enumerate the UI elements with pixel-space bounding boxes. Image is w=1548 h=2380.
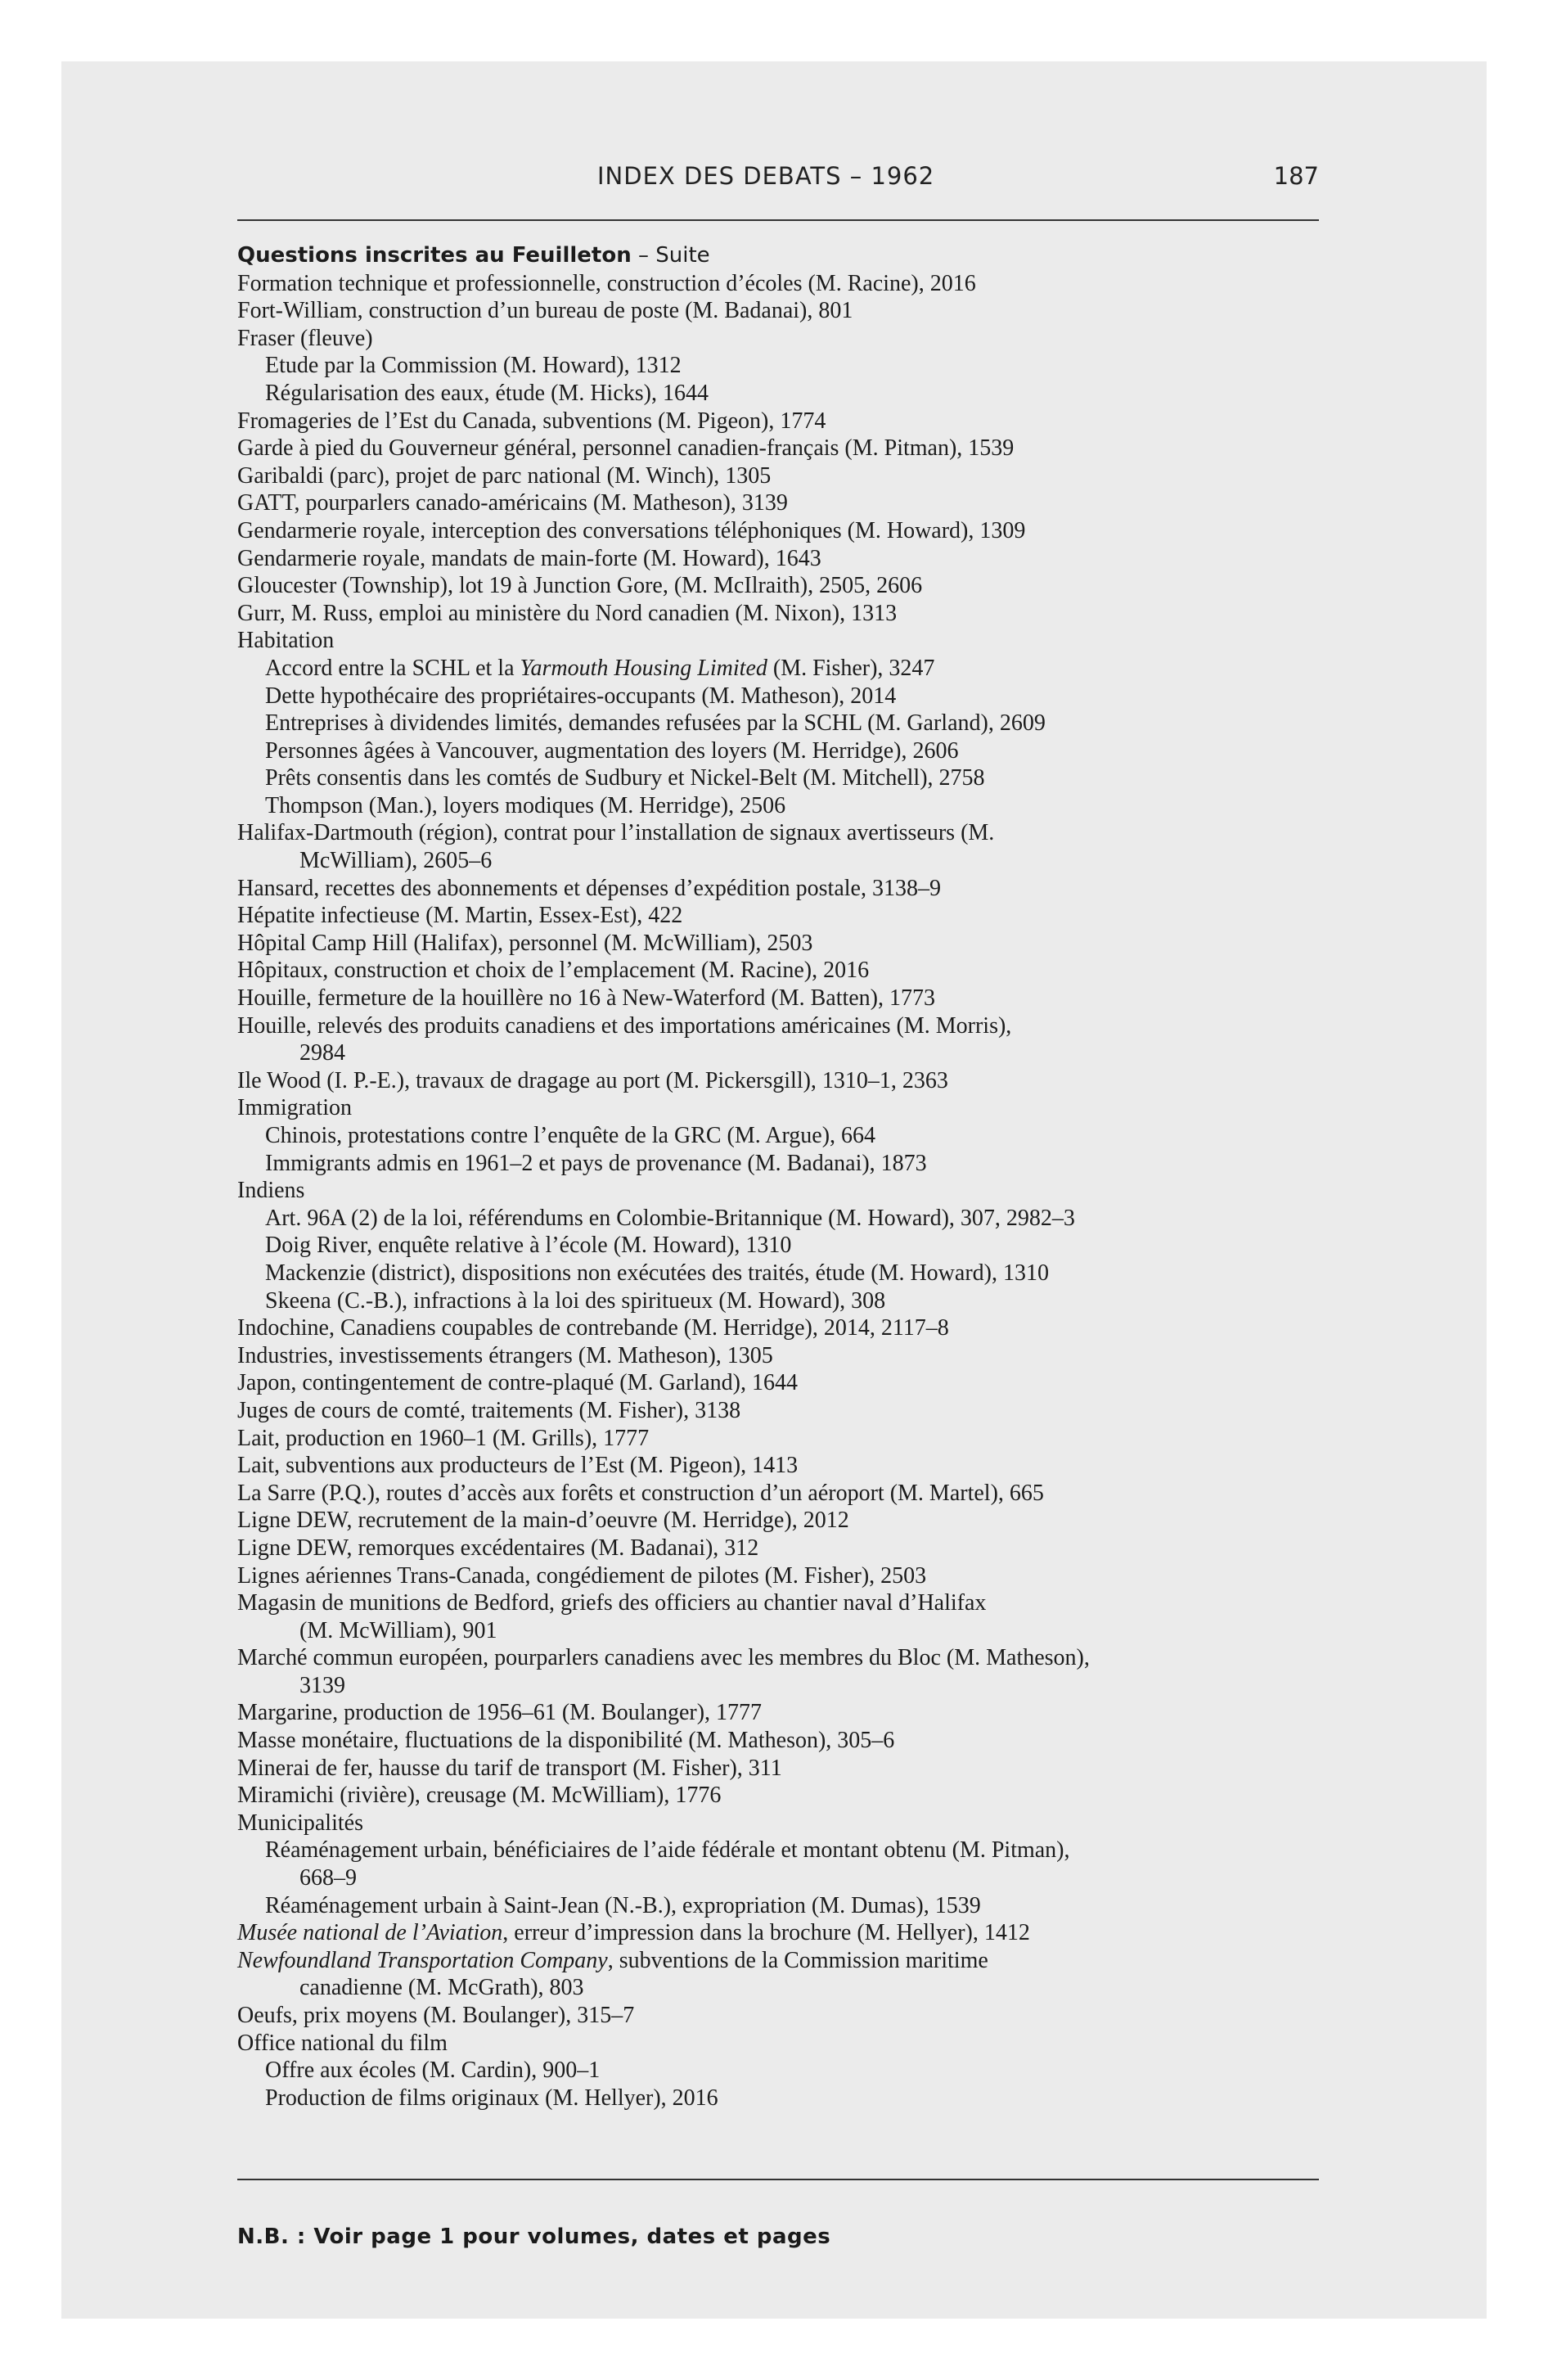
section-title: Questions inscrites au Feuilleton <box>237 243 632 268</box>
entry-text: (M. Fisher), 3247 <box>767 655 935 681</box>
index-entries <box>237 242 1334 2112</box>
section-suffix: – Suite <box>631 243 710 268</box>
index-entry: Halifax-Dartmouth (région), contrat pour l’installation de signaux avertisseurs (M. <box>237 820 995 846</box>
index-entry: Lait, subventions aux producteurs de l’Est (M. Pigeon), 1413 <box>237 1453 799 1479</box>
entry-italic-title: Newfoundland Transportation Company <box>237 1947 608 1973</box>
index-entry: Fort-William, construction d’un bureau de poste (M. Badanai), 801 <box>237 298 853 324</box>
index-entry-continuation: (M. McWilliam), 901 <box>299 1617 497 1643</box>
entry-italic-title: Musée national de l’Aviation <box>237 1920 503 1946</box>
index-subentry: Personnes âgées à Vancouver, augmentation des loyers (M. Herridge), 2606 <box>265 737 959 764</box>
index-subentry: Production de films originaux (M. Hellyer), 2016 <box>265 2085 718 2111</box>
entry-text: Accord entre la SCHL et la <box>265 655 520 681</box>
index-entry: Gendarmerie royale, mandats de main-forte (M. Howard), 1643 <box>237 545 821 571</box>
index-entry: Indiens <box>237 1178 305 1204</box>
index-subentry: Régularisation des eaux, étude (M. Hicks), 1644 <box>265 380 709 406</box>
index-entry: Fromageries de l’Est du Canada, subventions (M. Pigeon), 1774 <box>237 408 826 434</box>
index-entry-continuation: 2984 <box>299 1040 345 1066</box>
index-entry: Hôpital Camp Hill (Halifax), personnel (M. McWilliam), 2503 <box>237 930 813 956</box>
index-entry: Gendarmerie royale, interception des conversations téléphoniques (M. Howard), 1309 <box>237 517 1026 543</box>
index-subentry: Doig River, enquête relative à l’école (M. Howard), 1310 <box>265 1233 792 1259</box>
index-entry: Formation technique et professionnelle, construction d’écoles (M. Racine), 2016 <box>237 270 976 296</box>
index-subentry: Art. 96A (2) de la loi, référendums en Colombie-Britannique (M. Howard), 307, 2982–3 <box>265 1205 1075 1231</box>
index-entry: Hôpitaux, construction et choix de l’emplacement (M. Racine), 2016 <box>237 958 870 984</box>
footer-rule <box>237 2179 1319 2180</box>
index-entry: Municipalités <box>237 1810 363 1836</box>
index-entry <box>237 1919 1334 1947</box>
page-number: 187 <box>1273 162 1319 190</box>
entry-text: , erreur d’impression dans la brochure (M. Hellyer), 1412 <box>502 1920 1030 1946</box>
index-entry: Juges de cours de comté, traitements (M. Fisher), 3138 <box>237 1397 741 1423</box>
footnote: N.B. : Voir page 1 pour volumes, dates et pages <box>237 2224 831 2249</box>
index-entry: Gloucester (Township), lot 19 à Junction Gore, (M. McIlraith), 2505, 2606 <box>237 573 923 599</box>
index-entry: La Sarre (P.Q.), routes d’accès aux forêts et construction d’un aéroport (M. Martel), 665 <box>237 1480 1044 1506</box>
index-subentry: Mackenzie (district), dispositions non exécutées des traités, étude (M. Howard), 1310 <box>265 1260 1049 1286</box>
index-entry: Fraser (fleuve) <box>237 325 373 351</box>
index-subentry: Réaménagement urbain à Saint-Jean (N.-B.), expropriation (M. Dumas), 1539 <box>265 1892 981 1918</box>
index-subentry: Thompson (Man.), loyers modiques (M. Herridge), 2506 <box>265 792 786 818</box>
index-entry <box>237 1947 1334 1975</box>
index-entry: Oeufs, prix moyens (M. Boulanger), 315–7 <box>237 2003 635 2028</box>
index-subentry: Entreprises à dividendes limités, demandes refusées par la SCHL (M. Garland), 2609 <box>265 710 1046 737</box>
running-header <box>237 162 1319 203</box>
index-entry: Immigration <box>237 1095 352 1121</box>
index-subentry: Immigrants admis en 1961–2 et pays de provenance (M. Badanai), 1873 <box>265 1150 927 1176</box>
index-entry: Hansard, recettes des abonnements et dépenses d’expédition postale, 3138–9 <box>237 875 941 901</box>
index-entry: Miramichi (rivière), creusage (M. McWilliam), 1776 <box>237 1783 722 1809</box>
index-subentry: Etude par la Commission (M. Howard), 1312 <box>265 353 682 379</box>
index-subentry <box>237 655 1334 683</box>
index-entry-continuation: canadienne (M. McGrath), 803 <box>299 1975 584 2001</box>
section-heading <box>237 242 1334 270</box>
index-entry: Gurr, M. Russ, emploi au ministère du Nord canadien (M. Nixon), 1313 <box>237 600 898 626</box>
index-entry-continuation: 3139 <box>299 1672 345 1698</box>
index-subentry: Dette hypothécaire des propriétaires-occupants (M. Matheson), 2014 <box>265 683 897 709</box>
index-subentry: Chinois, protestations contre l’enquête de la GRC (M. Argue), 664 <box>265 1123 876 1148</box>
index-entry: Lignes aériennes Trans-Canada, congédiement de pilotes (M. Fisher), 2503 <box>237 1562 927 1589</box>
index-subentry: Prêts consentis dans les comtés de Sudbury et Nickel-Belt (M. Mitchell), 2758 <box>265 765 985 791</box>
index-entry-continuation: 668–9 <box>299 1865 357 1891</box>
index-entry: Ligne DEW, recrutement de la main-d’oeuvre (M. Herridge), 2012 <box>237 1508 849 1534</box>
index-entry: Marché commun européen, pourparlers canadiens avec les membres du Bloc (M. Matheson), <box>237 1645 1090 1671</box>
index-entry: Garde à pied du Gouverneur général, personnel canadien-français (M. Pitman), 1539 <box>237 435 1015 462</box>
index-subentry: Offre aux écoles (M. Cardin), 900–1 <box>265 2058 601 2084</box>
index-entry: Ligne DEW, remorques excédentaires (M. Badanai), 312 <box>237 1535 759 1561</box>
index-entry-continuation: McWilliam), 2605–6 <box>299 848 493 874</box>
index-entry: Japon, contingentement de contre-plaqué (M. Garland), 1644 <box>237 1370 799 1396</box>
index-entry: Houille, relevés des produits canadiens et des importations américaines (M. Morris), <box>237 1012 1012 1039</box>
index-entry: Indochine, Canadiens coupables de contrebande (M. Herridge), 2014, 2117–8 <box>237 1315 949 1341</box>
index-entry: GATT, pourparlers canado-américains (M. Matheson), 3139 <box>237 490 788 516</box>
header-title: INDEX DES DEBATS – 1962 <box>597 162 935 190</box>
index-entry: Industries, investissements étrangers (M. Matheson), 1305 <box>237 1342 773 1368</box>
index-entry: Habitation <box>237 628 335 654</box>
index-entry: Garibaldi (parc), projet de parc national (M. Winch), 1305 <box>237 462 772 489</box>
index-entry: Office national du film <box>237 2030 448 2056</box>
index-entry: Lait, production en 1960–1 (M. Grills), 1777 <box>237 1425 650 1451</box>
header-rule <box>237 219 1319 221</box>
index-entry: Minerai de fer, hausse du tarif de transport (M. Fisher), 311 <box>237 1755 782 1781</box>
index-entry: Ile Wood (I. P.-E.), travaux de dragage au port (M. Pickersgill), 1310–1, 2363 <box>237 1067 948 1093</box>
entry-text: , subventions de la Commission maritime <box>607 1947 988 1973</box>
index-entry: Magasin de munitions de Bedford, griefs des officiers au chantier naval d’Halifax <box>237 1590 987 1616</box>
index-subentry: Réaménagement urbain, bénéficiaires de l’aide fédérale et montant obtenu (M. Pitman), <box>265 1837 1070 1864</box>
index-entry: Masse monétaire, fluctuations de la disponibilité (M. Matheson), 305–6 <box>237 1728 895 1754</box>
index-entry: Hépatite infectieuse (M. Martin, Essex-Est), 422 <box>237 903 683 929</box>
entry-italic-title: Yarmouth Housing Limited <box>520 655 767 681</box>
index-subentry: Skeena (C.-B.), infractions à la loi des spiritueux (M. Howard), 308 <box>265 1287 886 1314</box>
index-entry: Houille, fermeture de la houillère no 16 à New-Waterford (M. Batten), 1773 <box>237 985 936 1012</box>
index-entry: Margarine, production de 1956–61 (M. Boulanger), 1777 <box>237 1700 763 1726</box>
